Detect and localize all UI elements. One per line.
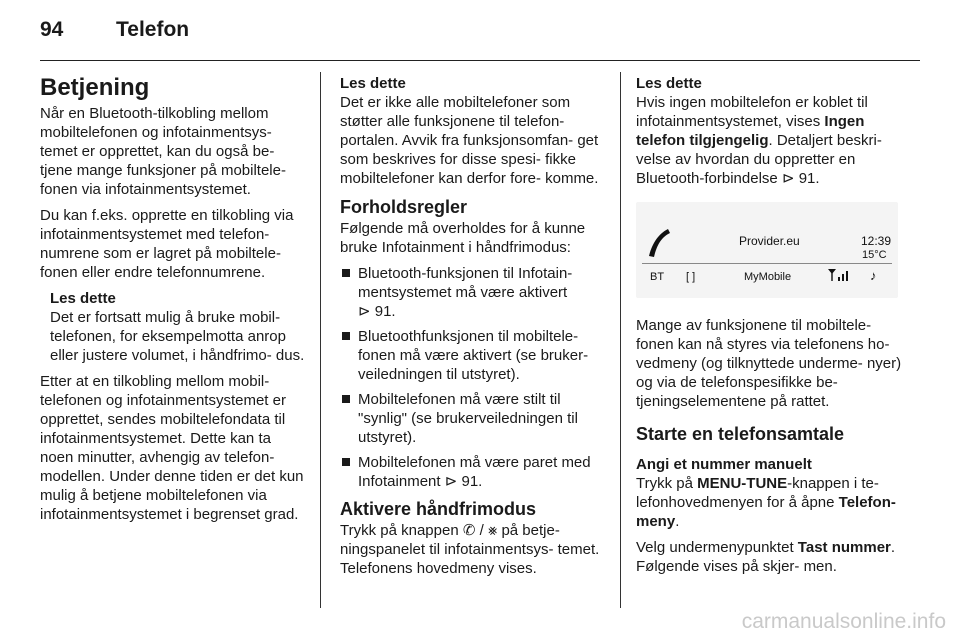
paragraph: Når en Bluetooth-tilkobling mellom mobiltelefonen og infotainmentsys- temet er opprettet, kan du også be- tjene mange funksjoner på mobiltele- fonen via infotainmentsystemet.: [40, 105, 286, 198]
music-note-icon: ♪: [870, 268, 877, 283]
note-title: Les dette: [50, 290, 116, 307]
page-ref: 91.: [374, 303, 396, 320]
display-brackets: [ ]: [686, 271, 696, 283]
note-box: [40, 289, 306, 365]
bullet-square: [342, 269, 350, 277]
page-header: [40, 18, 920, 48]
display-time: 12:39: [861, 234, 892, 248]
precautions-list: [340, 264, 604, 491]
page-ref: 91.: [798, 170, 820, 187]
column-divider-2: [620, 72, 621, 608]
paragraph: Du kan f.eks. opprette en tilkobling via infotainmentsystemet med telefon- numrene som er lagret på mobiltele- fonen eller endre telefonnumrene.: [40, 207, 294, 281]
infotainment-display: [636, 202, 898, 298]
mute-icon: ⨳: [487, 522, 498, 539]
paragraph: Velg undermenypunktet Tast nummer. Følgende vises på skjer- men.: [636, 539, 896, 575]
phone-handset-icon: [646, 226, 672, 260]
page-ref-icon: ⊳: [358, 303, 371, 320]
display-divider: [642, 263, 892, 264]
note-text: Det er fortsatt mulig å bruke mobil- telefonen, for eksempelmotta anrop eller justere volumet, i håndfrimo- dus.: [50, 309, 305, 364]
column-2: [340, 74, 604, 585]
paragraph: Følgende må overholdes for å kunne bruke Infotainment i håndfrimodus:: [340, 220, 586, 256]
page-number: 94: [40, 18, 64, 41]
signal-strength-icon: [828, 268, 850, 281]
list-item: Bluetooth-funksjonen til Infotain- mentsystemet må være aktivert ⊳ 91.: [340, 264, 604, 321]
list-item: Mobiltelefonen må være stilt til "synlig" (se brukerveiledningen til utstyret).: [340, 390, 604, 447]
page-ref: 91.: [461, 473, 483, 490]
bullet-square: [342, 395, 350, 403]
column-3: [636, 74, 902, 583]
display-network: MyMobile: [744, 271, 792, 283]
page-ref-icon: ⊳: [781, 170, 795, 187]
subheading-activate: Aktivere håndfrimodus: [340, 499, 537, 519]
phone-icon: ✆: [462, 522, 476, 539]
watermark: carmanualsonline.info: [741, 610, 946, 633]
display-bt-label: BT: [650, 271, 665, 283]
note-box: [340, 74, 604, 188]
subheading-precautions: Forholdsregler: [340, 197, 468, 217]
page-ref-icon: ⊳: [444, 473, 458, 490]
paragraph: Mange av funksjonene til mobiltele- fonen kan nå styres via telefonens ho- vedmeny (og tilknyttede underme- nyer) og via de telefonspesifikke be- tjeningselementene på rattet.: [636, 317, 902, 410]
note-box: Les dette Hvis ingen mobiltelefon er koblet til infotainmentsystemet, vises Ingen telefon tilgjengelig. Detaljert beskri- velse av hvordan du oppretter en Bluetooth-forbindelse ⊳ 91.: [636, 74, 902, 188]
paragraph: Trykk på MENU-TUNE-knappen i te- lefonhovedmenyen for å åpne Telefon-meny.: [636, 475, 896, 530]
paragraph: Trykk på knappen ✆ / ⨳ på betje- ningspanelet til infotainmentsys- temet. Telefonens hovedmeny vises.: [340, 522, 600, 577]
list-item: Mobiltelefonen må være paret med Infotainment ⊳ 91.: [340, 453, 604, 491]
subheading-start-call: Starte en telefonsamtale: [636, 424, 845, 444]
bullet-square: [342, 458, 350, 466]
subheading-enter-number: Angi et nummer manuelt: [636, 456, 812, 473]
chapter-title: Telefon: [116, 18, 190, 41]
note-title: Les dette: [636, 75, 702, 92]
bullet-square: [342, 332, 350, 340]
section-heading: Betjening: [40, 74, 150, 101]
column-divider-1: [320, 72, 321, 608]
display-provider: Provider.eu: [739, 234, 800, 248]
list-item: Bluetoothfunksjonen til mobiltele- fonen må være aktivert (se bruker- veiledningen til utstyret).: [340, 327, 604, 384]
paragraph: Etter at en tilkobling mellom mobil- telefonen og infotainmentsystemet er opprettet, sendes mobiltelefondata til infotainmentsystemet. Dette kan ta noen minutter, avhengig av telefon- modellen. Under denne tiden er det kun mulig å betjene mobiltelefonen via infotainmentsystemet i begrenset grad.: [40, 373, 304, 523]
display-temperature: 15°C: [862, 249, 887, 261]
column-1: [40, 74, 306, 531]
note-text: Det er ikke alle mobiltelefoner som støtter alle funksjonene til telefon- portalen. Avvik fra funksjonsomfan- get som beskrives for disse spesi- fikke mobiltelefoner kan derfor fore- komme.: [340, 94, 599, 187]
note-title: Les dette: [340, 75, 406, 92]
header-rule: [40, 60, 920, 61]
